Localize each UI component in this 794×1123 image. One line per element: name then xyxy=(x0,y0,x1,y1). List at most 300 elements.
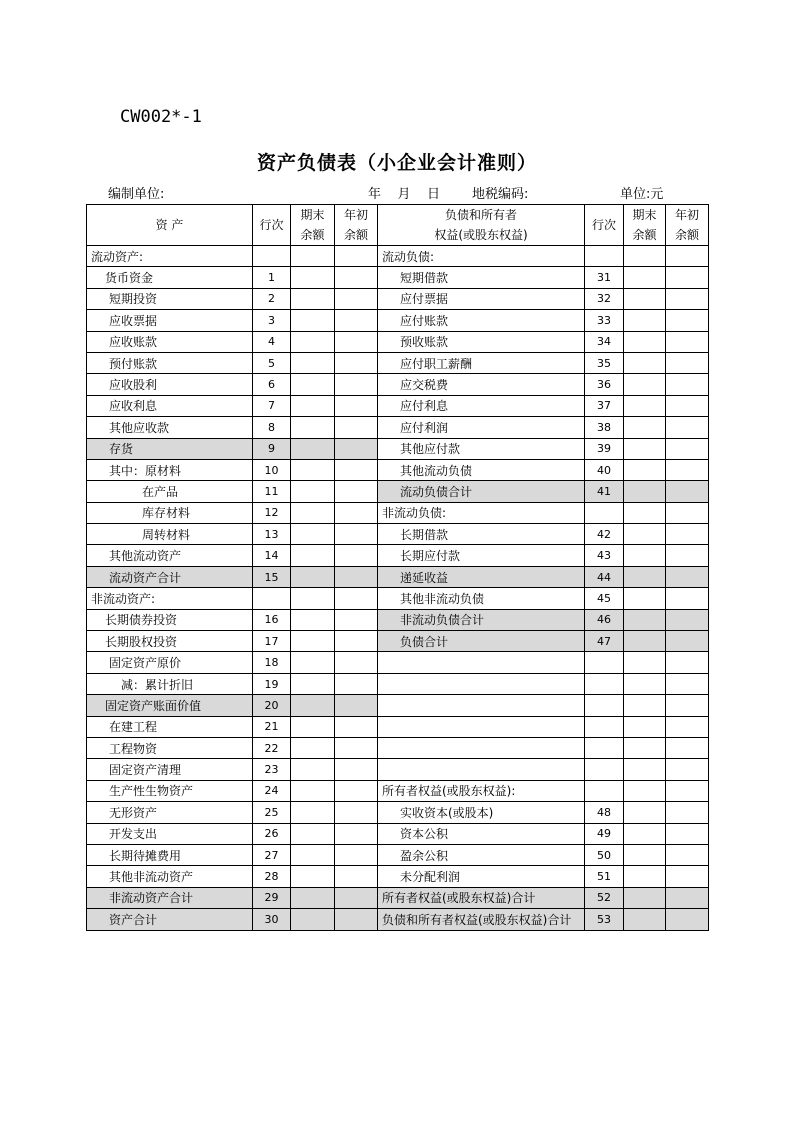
liability-begin-balance[interactable] xyxy=(666,737,709,758)
asset-item: 流动资产合计 xyxy=(87,566,253,587)
asset-end-balance[interactable] xyxy=(291,246,335,267)
liability-end-balance[interactable] xyxy=(624,695,666,716)
asset-line-no: 19 xyxy=(253,673,291,694)
asset-item: 减：累计折旧 xyxy=(87,673,253,694)
asset-begin-balance[interactable] xyxy=(335,288,378,309)
liability-end-balance[interactable] xyxy=(624,374,666,395)
liability-item: 资本公积 xyxy=(378,823,585,844)
asset-item: 应收账款 xyxy=(87,331,253,352)
liability-item: 所有者权益(或股东权益): xyxy=(378,780,585,801)
table-row xyxy=(87,609,709,630)
table-row xyxy=(87,802,709,823)
table-row xyxy=(87,545,709,566)
asset-begin-balance[interactable] xyxy=(335,566,378,587)
asset-line-no: 6 xyxy=(253,374,291,395)
table-row xyxy=(87,267,709,288)
asset-end-balance[interactable] xyxy=(291,395,335,416)
table-row xyxy=(87,481,709,502)
asset-end-balance[interactable] xyxy=(291,695,335,716)
liability-begin-balance[interactable] xyxy=(666,395,709,416)
asset-begin-balance[interactable] xyxy=(335,395,378,416)
asset-end-balance[interactable] xyxy=(291,310,335,331)
asset-end-balance[interactable] xyxy=(291,566,335,587)
asset-begin-balance[interactable] xyxy=(335,374,378,395)
table-row xyxy=(87,246,709,267)
asset-end-balance[interactable] xyxy=(291,352,335,373)
header-begin-balance-2: 年初余额 xyxy=(666,205,709,246)
liability-begin-balance[interactable] xyxy=(666,545,709,566)
asset-line-no: 3 xyxy=(253,310,291,331)
liability-begin-balance[interactable] xyxy=(666,695,709,716)
table-row xyxy=(87,823,709,844)
liability-end-balance[interactable] xyxy=(624,395,666,416)
table-header-row xyxy=(87,205,709,246)
liability-line-no: 41 xyxy=(585,481,624,502)
liability-item xyxy=(378,737,585,758)
liability-line-no: 34 xyxy=(585,331,624,352)
page-title: 资产负债表（小企业会计准则） xyxy=(256,152,537,174)
liability-line-no: 52 xyxy=(585,887,624,908)
liability-line-no: 32 xyxy=(585,288,624,309)
liability-begin-balance[interactable] xyxy=(666,716,709,737)
liability-end-balance[interactable] xyxy=(624,481,666,502)
liability-item: 应付利息 xyxy=(378,395,585,416)
table-row xyxy=(87,438,709,459)
asset-item: 存货 xyxy=(87,438,253,459)
liability-item: 应付票据 xyxy=(378,288,585,309)
liability-line-no: 48 xyxy=(585,802,624,823)
asset-begin-balance[interactable] xyxy=(335,267,378,288)
liability-begin-balance[interactable] xyxy=(666,759,709,780)
liability-line-no: 33 xyxy=(585,310,624,331)
asset-end-balance[interactable] xyxy=(291,438,335,459)
liability-end-balance[interactable] xyxy=(624,352,666,373)
asset-item: 周转材料 xyxy=(87,524,253,545)
asset-end-balance[interactable] xyxy=(291,631,335,652)
liability-end-balance[interactable] xyxy=(624,673,666,694)
asset-line-no: 26 xyxy=(253,823,291,844)
asset-begin-balance[interactable] xyxy=(335,246,378,267)
liability-line-no xyxy=(585,695,624,716)
asset-end-balance[interactable] xyxy=(291,267,335,288)
table-row xyxy=(87,417,709,438)
liability-item: 负债和所有者权益(或股东权益)合计 xyxy=(378,909,585,930)
asset-line-no: 2 xyxy=(253,288,291,309)
liability-begin-balance[interactable] xyxy=(666,481,709,502)
asset-line-no: 20 xyxy=(253,695,291,716)
asset-end-balance[interactable] xyxy=(291,737,335,758)
asset-end-balance[interactable] xyxy=(291,866,335,887)
liability-end-balance[interactable] xyxy=(624,652,666,673)
liability-item: 应交税费 xyxy=(378,374,585,395)
asset-item: 固定资产清理 xyxy=(87,759,253,780)
header-asset: 资 产 xyxy=(87,205,253,246)
liability-end-balance[interactable] xyxy=(624,545,666,566)
liability-begin-balance[interactable] xyxy=(666,909,709,930)
asset-begin-balance[interactable] xyxy=(335,695,378,716)
liability-end-balance[interactable] xyxy=(624,887,666,908)
table-row xyxy=(87,524,709,545)
asset-end-balance[interactable] xyxy=(291,844,335,865)
liability-item: 其他非流动负债 xyxy=(378,588,585,609)
table-row xyxy=(87,866,709,887)
asset-item: 应收股利 xyxy=(87,374,253,395)
asset-begin-balance[interactable] xyxy=(335,802,378,823)
asset-line-no: 16 xyxy=(253,609,291,630)
table-row xyxy=(87,844,709,865)
asset-line-no: 13 xyxy=(253,524,291,545)
asset-item: 开发支出 xyxy=(87,823,253,844)
asset-item: 资产合计 xyxy=(87,909,253,930)
asset-begin-balance[interactable] xyxy=(335,780,378,801)
liability-begin-balance[interactable] xyxy=(666,310,709,331)
asset-end-balance[interactable] xyxy=(291,652,335,673)
asset-begin-balance[interactable] xyxy=(335,887,378,908)
liability-item: 非流动负债: xyxy=(378,502,585,523)
asset-end-balance[interactable] xyxy=(291,609,335,630)
asset-item: 货币资金 xyxy=(87,267,253,288)
table-row xyxy=(87,459,709,480)
header-line-no-2: 行次 xyxy=(585,205,624,246)
liability-end-balance[interactable] xyxy=(624,331,666,352)
asset-end-balance[interactable] xyxy=(291,524,335,545)
liability-end-balance[interactable] xyxy=(624,802,666,823)
asset-item: 应收票据 xyxy=(87,310,253,331)
liability-line-no xyxy=(585,652,624,673)
asset-line-no: 4 xyxy=(253,331,291,352)
asset-item: 固定资产原价 xyxy=(87,652,253,673)
asset-begin-balance[interactable] xyxy=(335,545,378,566)
asset-line-no: 30 xyxy=(253,909,291,930)
asset-line-no: 12 xyxy=(253,502,291,523)
asset-line-no: 14 xyxy=(253,545,291,566)
asset-end-balance[interactable] xyxy=(291,588,335,609)
liability-line-no xyxy=(585,780,624,801)
asset-line-no: 11 xyxy=(253,481,291,502)
asset-item: 长期债券投资 xyxy=(87,609,253,630)
liability-end-balance[interactable] xyxy=(624,417,666,438)
liability-line-no: 51 xyxy=(585,866,624,887)
asset-begin-balance[interactable] xyxy=(335,352,378,373)
liability-end-balance[interactable] xyxy=(624,310,666,331)
liability-begin-balance[interactable] xyxy=(666,652,709,673)
asset-item: 其他非流动资产 xyxy=(87,866,253,887)
liability-end-balance[interactable] xyxy=(624,267,666,288)
table-row xyxy=(87,395,709,416)
asset-end-balance[interactable] xyxy=(291,887,335,908)
asset-item: 非流动资产合计 xyxy=(87,887,253,908)
asset-line-no: 29 xyxy=(253,887,291,908)
asset-line-no: 5 xyxy=(253,352,291,373)
asset-line-no: 18 xyxy=(253,652,291,673)
asset-item: 短期投资 xyxy=(87,288,253,309)
asset-line-no: 22 xyxy=(253,737,291,758)
table-row xyxy=(87,695,709,716)
asset-item: 长期股权投资 xyxy=(87,631,253,652)
asset-begin-balance[interactable] xyxy=(335,502,378,523)
liability-item: 应付职工薪酬 xyxy=(378,352,585,373)
asset-item: 其他流动资产 xyxy=(87,545,253,566)
asset-end-balance[interactable] xyxy=(291,823,335,844)
asset-item: 流动资产: xyxy=(87,246,253,267)
asset-line-no xyxy=(253,588,291,609)
liability-end-balance[interactable] xyxy=(624,823,666,844)
liability-item: 盈余公积 xyxy=(378,844,585,865)
table-row xyxy=(87,759,709,780)
asset-line-no: 15 xyxy=(253,566,291,587)
asset-begin-balance[interactable] xyxy=(335,588,378,609)
liability-end-balance[interactable] xyxy=(624,631,666,652)
liability-item xyxy=(378,652,585,673)
asset-line-no: 7 xyxy=(253,395,291,416)
asset-begin-balance[interactable] xyxy=(335,331,378,352)
asset-line-no: 9 xyxy=(253,438,291,459)
asset-end-balance[interactable] xyxy=(291,417,335,438)
asset-begin-balance[interactable] xyxy=(335,759,378,780)
liability-end-balance[interactable] xyxy=(624,909,666,930)
liability-begin-balance[interactable] xyxy=(666,887,709,908)
liability-begin-balance[interactable] xyxy=(666,566,709,587)
liability-begin-balance[interactable] xyxy=(666,866,709,887)
asset-begin-balance[interactable] xyxy=(335,459,378,480)
asset-begin-balance[interactable] xyxy=(335,417,378,438)
liability-begin-balance[interactable] xyxy=(666,673,709,694)
liability-begin-balance[interactable] xyxy=(666,823,709,844)
asset-line-no: 27 xyxy=(253,844,291,865)
liability-item xyxy=(378,759,585,780)
liability-line-no xyxy=(585,246,624,267)
table-row xyxy=(87,310,709,331)
liability-begin-balance[interactable] xyxy=(666,267,709,288)
asset-end-balance[interactable] xyxy=(291,502,335,523)
asset-item: 无形资产 xyxy=(87,802,253,823)
asset-begin-balance[interactable] xyxy=(335,866,378,887)
asset-item: 在建工程 xyxy=(87,716,253,737)
asset-line-no: 28 xyxy=(253,866,291,887)
liability-line-no xyxy=(585,716,624,737)
liability-end-balance[interactable] xyxy=(624,459,666,480)
liability-item: 实收资本(或股本) xyxy=(378,802,585,823)
table-row xyxy=(87,909,709,930)
liability-end-balance[interactable] xyxy=(624,759,666,780)
liability-end-balance[interactable] xyxy=(624,609,666,630)
liability-item: 所有者权益(或股东权益)合计 xyxy=(378,887,585,908)
asset-begin-balance[interactable] xyxy=(335,716,378,737)
liability-item: 应付利润 xyxy=(378,417,585,438)
asset-begin-balance[interactable] xyxy=(335,310,378,331)
asset-end-balance[interactable] xyxy=(291,673,335,694)
asset-item: 长期待摊费用 xyxy=(87,844,253,865)
asset-end-balance[interactable] xyxy=(291,909,335,930)
asset-item: 在产品 xyxy=(87,481,253,502)
liability-line-no xyxy=(585,737,624,758)
liability-end-balance[interactable] xyxy=(624,566,666,587)
asset-end-balance[interactable] xyxy=(291,481,335,502)
liability-line-no: 35 xyxy=(585,352,624,373)
liability-line-no: 43 xyxy=(585,545,624,566)
liability-begin-balance[interactable] xyxy=(666,502,709,523)
asset-end-balance[interactable] xyxy=(291,759,335,780)
table-row xyxy=(87,652,709,673)
table-row xyxy=(87,887,709,908)
liability-end-balance[interactable] xyxy=(624,780,666,801)
liability-item xyxy=(378,716,585,737)
asset-begin-balance[interactable] xyxy=(335,609,378,630)
table-row xyxy=(87,631,709,652)
liability-line-no xyxy=(585,673,624,694)
liability-begin-balance[interactable] xyxy=(666,246,709,267)
asset-line-no: 23 xyxy=(253,759,291,780)
liability-begin-balance[interactable] xyxy=(666,352,709,373)
liability-line-no: 47 xyxy=(585,631,624,652)
asset-end-balance[interactable] xyxy=(291,459,335,480)
asset-item: 工程物资 xyxy=(87,737,253,758)
liability-line-no: 42 xyxy=(585,524,624,545)
liability-line-no: 37 xyxy=(585,395,624,416)
liability-begin-balance[interactable] xyxy=(666,288,709,309)
liability-begin-balance[interactable] xyxy=(666,438,709,459)
asset-begin-balance[interactable] xyxy=(335,909,378,930)
table-row xyxy=(87,502,709,523)
table-row xyxy=(87,566,709,587)
liability-begin-balance[interactable] xyxy=(666,459,709,480)
liability-item: 未分配利润 xyxy=(378,866,585,887)
liability-end-balance[interactable] xyxy=(624,438,666,459)
header-end-balance: 期末余额 xyxy=(291,205,335,246)
liability-line-no: 31 xyxy=(585,267,624,288)
asset-begin-balance[interactable] xyxy=(335,823,378,844)
table-row xyxy=(87,673,709,694)
liability-item: 短期借款 xyxy=(378,267,585,288)
liability-line-no xyxy=(585,759,624,780)
asset-item: 其中：原材料 xyxy=(87,459,253,480)
document-code: CW002*-1 xyxy=(120,107,202,127)
asset-line-no: 1 xyxy=(253,267,291,288)
asset-end-balance[interactable] xyxy=(291,545,335,566)
liability-item xyxy=(378,695,585,716)
asset-line-no: 8 xyxy=(253,417,291,438)
liability-end-balance[interactable] xyxy=(624,844,666,865)
liability-begin-balance[interactable] xyxy=(666,588,709,609)
asset-item: 库存材料 xyxy=(87,502,253,523)
header-begin-balance: 年初余额 xyxy=(335,205,378,246)
asset-line-no xyxy=(253,246,291,267)
liability-line-no: 49 xyxy=(585,823,624,844)
asset-line-no: 24 xyxy=(253,780,291,801)
asset-end-balance[interactable] xyxy=(291,331,335,352)
liability-line-no: 44 xyxy=(585,566,624,587)
tax-code-label: 地税编码: xyxy=(472,187,529,202)
table-row xyxy=(87,780,709,801)
asset-end-balance[interactable] xyxy=(291,802,335,823)
liability-line-no: 46 xyxy=(585,609,624,630)
liability-begin-balance[interactable] xyxy=(666,374,709,395)
preparer-unit-label: 编制单位: xyxy=(108,187,165,202)
date-label: 年 月 日 xyxy=(368,187,441,202)
liability-begin-balance[interactable] xyxy=(666,631,709,652)
liability-end-balance[interactable] xyxy=(624,716,666,737)
asset-item: 固定资产账面价值 xyxy=(87,695,253,716)
asset-begin-balance[interactable] xyxy=(335,652,378,673)
liability-end-balance[interactable] xyxy=(624,737,666,758)
asset-end-balance[interactable] xyxy=(291,374,335,395)
table-row xyxy=(87,716,709,737)
liability-end-balance[interactable] xyxy=(624,246,666,267)
liability-line-no xyxy=(585,502,624,523)
liability-line-no: 53 xyxy=(585,909,624,930)
liability-line-no: 39 xyxy=(585,438,624,459)
asset-begin-balance[interactable] xyxy=(335,524,378,545)
header-line-no: 行次 xyxy=(253,205,291,246)
liability-begin-balance[interactable] xyxy=(666,609,709,630)
asset-item: 生产性生物资产 xyxy=(87,780,253,801)
liability-begin-balance[interactable] xyxy=(666,331,709,352)
liability-begin-balance[interactable] xyxy=(666,844,709,865)
asset-line-no: 10 xyxy=(253,459,291,480)
asset-begin-balance[interactable] xyxy=(335,844,378,865)
asset-begin-balance[interactable] xyxy=(335,481,378,502)
liability-item: 递延收益 xyxy=(378,566,585,587)
liability-item: 其他流动负债 xyxy=(378,459,585,480)
liability-line-no: 38 xyxy=(585,417,624,438)
asset-item: 预付账款 xyxy=(87,352,253,373)
liability-begin-balance[interactable] xyxy=(666,417,709,438)
asset-begin-balance[interactable] xyxy=(335,438,378,459)
liability-item: 预收账款 xyxy=(378,331,585,352)
liability-item: 流动负债合计 xyxy=(378,481,585,502)
asset-begin-balance[interactable] xyxy=(335,737,378,758)
liability-item xyxy=(378,673,585,694)
asset-line-no: 21 xyxy=(253,716,291,737)
balance-sheet-table xyxy=(86,204,709,931)
liability-item: 非流动负债合计 xyxy=(378,609,585,630)
liability-item: 负债合计 xyxy=(378,631,585,652)
liability-item: 其他应付款 xyxy=(378,438,585,459)
liability-line-no: 45 xyxy=(585,588,624,609)
liability-end-balance[interactable] xyxy=(624,288,666,309)
liability-item: 长期应付款 xyxy=(378,545,585,566)
asset-line-no: 17 xyxy=(253,631,291,652)
table-row xyxy=(87,331,709,352)
asset-line-no: 25 xyxy=(253,802,291,823)
asset-end-balance[interactable] xyxy=(291,288,335,309)
liability-end-balance[interactable] xyxy=(624,524,666,545)
asset-end-balance[interactable] xyxy=(291,716,335,737)
liability-line-no: 40 xyxy=(585,459,624,480)
liability-begin-balance[interactable] xyxy=(666,780,709,801)
asset-begin-balance[interactable] xyxy=(335,673,378,694)
table-row xyxy=(87,588,709,609)
table-row xyxy=(87,352,709,373)
liability-item: 应付账款 xyxy=(378,310,585,331)
liability-begin-balance[interactable] xyxy=(666,524,709,545)
liability-begin-balance[interactable] xyxy=(666,802,709,823)
header-liability-equity: 负债和所有者 权益(或股东权益) xyxy=(378,205,585,246)
liability-line-no: 36 xyxy=(585,374,624,395)
liability-item: 流动负债: xyxy=(378,246,585,267)
liability-end-balance[interactable] xyxy=(624,502,666,523)
asset-item: 其他应收款 xyxy=(87,417,253,438)
liability-end-balance[interactable] xyxy=(624,588,666,609)
asset-end-balance[interactable] xyxy=(291,780,335,801)
currency-unit-label: 单位:元 xyxy=(620,187,664,202)
header-end-balance-2: 期末余额 xyxy=(624,205,666,246)
liability-end-balance[interactable] xyxy=(624,866,666,887)
asset-item: 非流动资产: xyxy=(87,588,253,609)
asset-begin-balance[interactable] xyxy=(335,631,378,652)
table-row xyxy=(87,374,709,395)
table-row xyxy=(87,737,709,758)
